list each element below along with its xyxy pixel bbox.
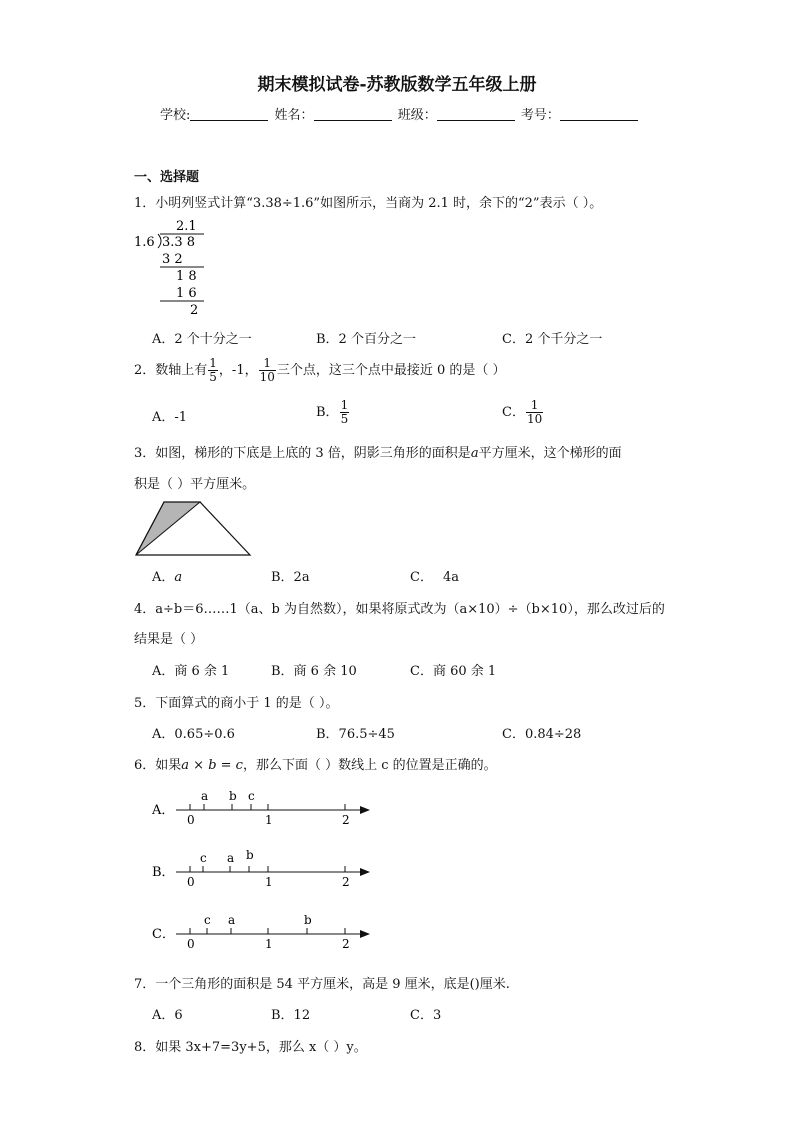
q5-option-a[interactable]: A．0.65÷0.6 xyxy=(152,727,235,742)
question-1-text: 1．小明列竖式计算“3.38÷1.6”如图所示，当商为 2.1 时，余下的“2”表示（ ）。 xyxy=(134,196,603,211)
name-label: 姓名： xyxy=(274,108,314,123)
q2-fraction-one-fifth xyxy=(208,357,218,384)
q3-variable: a xyxy=(470,446,479,461)
q3-option-c-value: 4a xyxy=(442,570,459,585)
q1-option-c[interactable]: C．2 个千分之一 xyxy=(502,332,603,347)
q1-step-2: 1 8 xyxy=(176,269,197,284)
q6-line-b[interactable] xyxy=(152,848,370,889)
q6-line-a[interactable] xyxy=(151,789,370,827)
q2-option-b-den: 5 xyxy=(340,412,349,426)
q2-f1-num: 1 xyxy=(209,356,217,370)
q3-option-b[interactable]: B．2a xyxy=(271,570,310,585)
q2-post: 三个点，这三个点中最接近 0 的是（ ） xyxy=(276,363,506,378)
question-7-text: 7．一个三角形的面积是 54 平方厘米，高是 9 厘米，底是()厘米. xyxy=(134,977,510,992)
question-6-text xyxy=(134,754,497,773)
page-title: 期末模拟试卷-苏教版数学五年级上册 xyxy=(257,75,537,95)
q1-option-a[interactable]: A．2 个十分之一 xyxy=(152,332,252,347)
q6-line-b-arrow xyxy=(360,868,370,876)
question-8-text: 8．如果 3x+7=3y+5，那么 x（ ）y。 xyxy=(134,1040,367,1055)
name-blank[interactable] xyxy=(314,108,392,121)
q2-option-b-fraction xyxy=(340,399,350,426)
q6-line-c-arrow xyxy=(360,930,370,938)
q6-line-c-label-2: 2 xyxy=(342,937,350,951)
school-blank[interactable] xyxy=(190,108,268,121)
q3-shaded-triangle xyxy=(136,502,200,555)
q7-option-c[interactable]: C．3 xyxy=(410,1008,442,1023)
exam-no-label: 考号： xyxy=(520,108,560,123)
q6-line-a-mark-a: a xyxy=(201,789,209,803)
q6-line-a-mark-b: b xyxy=(229,789,237,803)
q1-long-division-figure xyxy=(130,214,210,320)
q4-option-b[interactable]: B．商 6 余 10 xyxy=(271,664,357,679)
q1-step-3: 1 6 xyxy=(176,286,197,301)
q1-division-bracket xyxy=(158,234,161,248)
q2-option-b-label: B． xyxy=(316,405,339,420)
question-2-text xyxy=(134,356,506,386)
q6-line-a-arrow xyxy=(360,806,370,814)
q5-option-c[interactable]: C．0.84÷28 xyxy=(502,727,582,742)
q6-line-a-label-1: 1 xyxy=(265,813,273,827)
q6-line-c-label: C． xyxy=(152,927,175,942)
q6-line-c-mark-a: a xyxy=(228,913,236,927)
q6-expression: a × b = c xyxy=(181,758,243,773)
q6-line-b-label-1: 1 xyxy=(265,875,273,889)
question-3-line-1 xyxy=(134,442,622,461)
school-label: 学校: xyxy=(160,108,191,123)
q7-option-b[interactable]: B．12 xyxy=(271,1008,311,1023)
q1-remainder: 2 xyxy=(190,303,199,318)
q6-line-b-mark-b: b xyxy=(246,848,254,862)
q6-line-b-mark-c: c xyxy=(200,851,207,865)
q6-pre: 6．如果 xyxy=(134,758,182,773)
q2-pre: 2．数轴上有 xyxy=(134,363,208,378)
q2-fraction-one-tenth xyxy=(259,357,276,384)
q2-option-b-num: 1 xyxy=(340,398,349,412)
question-3-line-2: 积是（ ）平方厘米。 xyxy=(134,477,256,492)
q6-line-a-mark-c: c xyxy=(248,789,255,803)
q7-option-a[interactable]: A．6 xyxy=(152,1008,183,1023)
q3-option-c[interactable] xyxy=(410,566,459,585)
q2-f2-num: 1 xyxy=(259,357,276,371)
q4-option-a[interactable]: A．商 6 余 1 xyxy=(152,664,230,679)
q6-line-b-mark-a: a xyxy=(227,851,235,865)
exam-no-blank[interactable] xyxy=(560,108,638,121)
class-label: 班级： xyxy=(397,108,437,123)
q3-option-a-value: a xyxy=(174,570,183,585)
q2-f1-den: 5 xyxy=(209,370,217,384)
section-heading: 一、选择题 xyxy=(134,170,200,185)
q2-f2-den: 10 xyxy=(259,370,275,384)
q6-line-a-label: A． xyxy=(152,803,175,818)
class-blank[interactable] xyxy=(437,108,515,121)
q1-divisor: 1.6 xyxy=(134,235,155,250)
q6-line-a-label-0: 0 xyxy=(187,813,195,827)
q4-option-c[interactable]: C．商 60 余 1 xyxy=(410,664,497,679)
student-info-line xyxy=(160,104,640,123)
q6-line-b-label: B． xyxy=(152,865,175,880)
q1-step-1: 3 2 xyxy=(162,252,183,267)
q3-option-a-label: A． xyxy=(152,570,175,585)
q2-option-c-fraction xyxy=(526,399,543,426)
q2-option-c[interactable] xyxy=(502,398,544,428)
question-5-text: 5．下面算式的商小于 1 的是（ ）。 xyxy=(134,696,339,711)
q3-option-a[interactable] xyxy=(152,566,182,585)
q3-line1b-text: 平方厘米，这个梯形的面 xyxy=(478,446,622,461)
q2-mid: ，-1， xyxy=(218,363,258,378)
q2-option-b[interactable] xyxy=(316,398,350,428)
q6-line-c[interactable] xyxy=(152,913,370,951)
q6-line-a-label-2: 2 xyxy=(342,813,350,827)
q6-number-lines xyxy=(150,784,380,954)
q2-option-c-label: C． xyxy=(502,405,525,420)
q6-line-b-label-2: 2 xyxy=(342,875,350,889)
q2-option-c-den: 10 xyxy=(526,412,543,426)
q1-quotient: 2.1 xyxy=(176,219,197,234)
q3-line1-text: 3．如图，梯形的下底是上底的 3 倍，阴影三角形的面积是 xyxy=(134,446,471,461)
q1-dividend: 3.3 8 xyxy=(162,235,196,250)
q6-line-b-label-0: 0 xyxy=(187,875,195,889)
q6-line-c-mark-b: b xyxy=(304,913,312,927)
q6-line-c-mark-c: c xyxy=(204,913,211,927)
q2-option-a[interactable]: A．-1 xyxy=(152,410,188,425)
q2-option-c-num: 1 xyxy=(526,399,543,413)
q6-post: ，那么下面（ ）数线上 c 的位置是正确的。 xyxy=(242,758,497,773)
q3-option-c-label: C． xyxy=(410,570,433,585)
q3-trapezoid-figure xyxy=(134,498,254,558)
q6-line-c-label-0: 0 xyxy=(187,937,195,951)
question-4-line-1: 4．a÷b＝6……1（a、b 为自然数），如果将原式改为（a×10）÷（b×10），那么改过后的 xyxy=(134,602,665,617)
question-4-line-2: 结果是（ ） xyxy=(134,632,204,647)
q6-line-c-label-1: 1 xyxy=(265,937,273,951)
q5-option-b[interactable]: B．76.5÷45 xyxy=(316,727,395,742)
q1-option-b[interactable]: B．2 个百分之一 xyxy=(316,332,416,347)
